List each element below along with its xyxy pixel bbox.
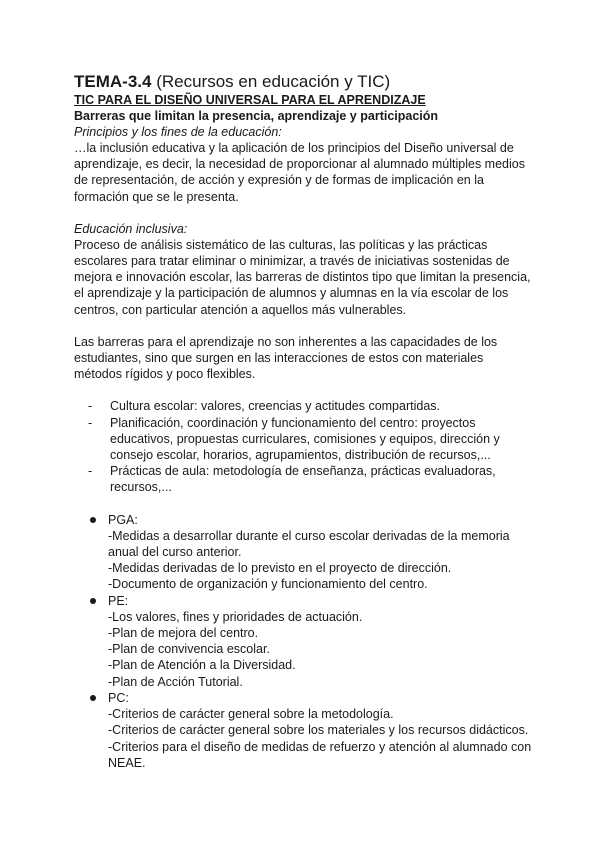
principles-paragraph: …la inclusión educativa y la aplicación de los principios del Diseño universal de aprendizaje, es decir, la necesidad de proporcionar al alumnado múltiples medios de representación, de acción y expresión y de formas de implicación en la formación que se le presenta.	[74, 141, 525, 204]
list-item: - Cultura escolar: valores, creencias y actitudes compartidas.	[88, 398, 534, 414]
barriers-paragraph: Las barreras para el aprendizaje no son inherentes a las capacidades de los estudiantes, sino que surgen en las interacciones de estos con materiales métodos rígidos y poco flexibles.	[74, 334, 498, 382]
bullet-line: -Criterios de carácter general sobre la metodología.	[108, 707, 394, 722]
bullet-icon	[90, 695, 96, 701]
bullet-label: PC:	[108, 690, 129, 705]
inclusive-heading: Educación inclusiva:	[74, 221, 188, 236]
barriers-heading: Barreras que limitan la presencia, aprendizaje y participación	[74, 109, 439, 123]
bullet-icon	[90, 517, 96, 523]
bullet-icon	[90, 598, 96, 604]
title-rest: (Recursos en educación y TIC)	[151, 72, 391, 91]
bullet-label: PGA:	[108, 512, 138, 527]
section-subtitle: TIC PARA EL DISEÑO UNIVERSAL PARA EL APRENDIZAJE	[74, 93, 426, 107]
page-title	[74, 72, 534, 92]
list-item-pe	[88, 593, 534, 690]
bullet-line: -Criterios para el diseño de medidas de refuerzo y atención al alumnado con NEAE.	[108, 739, 532, 770]
bullet-line: -Documento de organización y funcionamiento del centro.	[108, 577, 428, 592]
bullet-line: -Medidas derivadas de lo previsto en el proyecto de dirección.	[108, 561, 452, 576]
list-item-pga	[88, 512, 534, 593]
bullet-label: PE:	[108, 593, 129, 608]
title-code: TEMA-3.4	[74, 72, 152, 91]
list-item: - Planificación, coordinación y funcionamiento del centro: proyectos educativos, propuestas curriculares, comisiones y equipos, dirección y consejo escolar, horarios, agrupamientos, distribución de recursos,...	[88, 415, 534, 464]
list-item: - Prácticas de aula: metodología de enseñanza, prácticas evaluadoras, recursos,...	[88, 463, 534, 495]
bullet-list	[74, 512, 534, 771]
document-page	[74, 72, 534, 771]
dash-list	[74, 398, 534, 495]
bullet-line: -Plan de Atención a la Diversidad.	[108, 658, 296, 673]
bullet-line: -Los valores, fines y prioridades de actuación.	[108, 609, 363, 624]
bullet-line: -Plan de mejora del centro.	[108, 626, 259, 641]
bullet-line: -Plan de convivencia escolar.	[108, 642, 270, 657]
bullet-line: -Plan de Acción Tutorial.	[108, 674, 243, 689]
bullet-line: -Medidas a desarrollar durante el curso escolar derivadas de la memoria anual del curso anterior.	[108, 528, 510, 560]
list-item-pc	[88, 690, 534, 771]
inclusive-paragraph: Proceso de análisis sistemático de las culturas, las políticas y las prácticas escolares para tratar eliminar o minimizar, a través de iniciativas sostenidas de mejora e innovación escolar, las barreras de distintos tipo que limitan la presencia, el aprendizaje y la participación de alumnos y alumnas en la vía escolar de los centros, con particular atención a aquellos más vulnerables.	[74, 237, 531, 317]
bullet-line: -Criterios de carácter general sobre los materiales y los recursos didácticos.	[108, 723, 529, 738]
principles-heading: Principios y los fines de la educación:	[74, 125, 282, 139]
